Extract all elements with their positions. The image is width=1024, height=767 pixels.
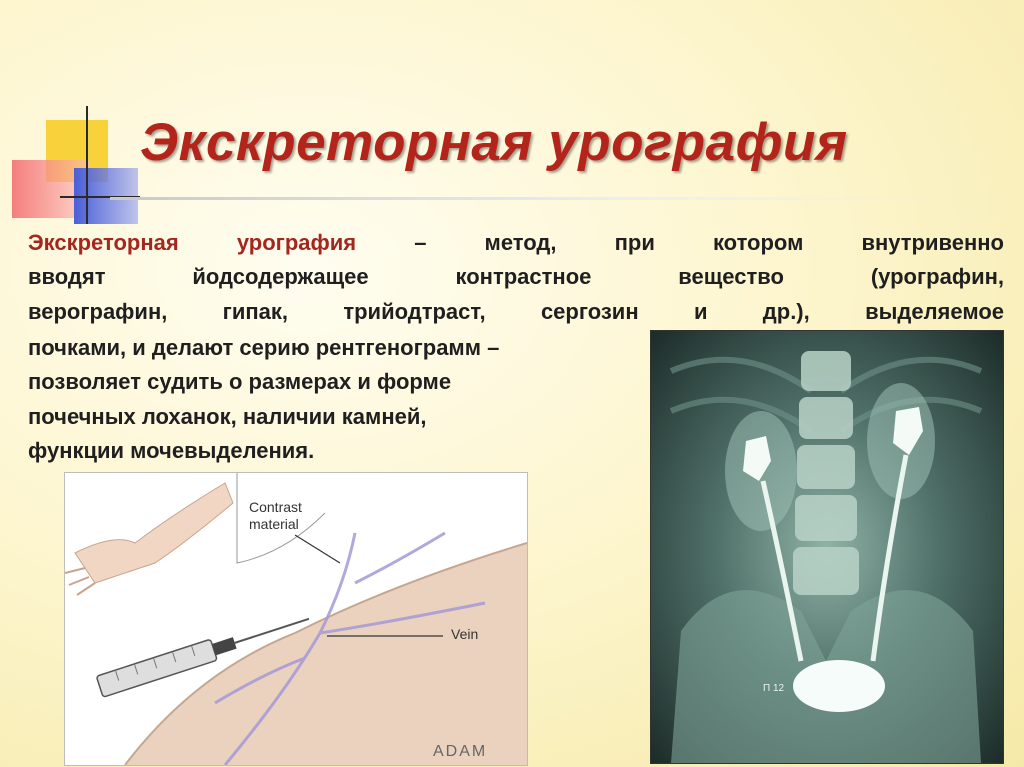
decor-vertical-line: [86, 106, 88, 224]
definition-line-1-text: – метод, при котором внутривенно: [356, 230, 1004, 255]
xray-drawing: [651, 331, 1003, 763]
definition-line-4: почками, и делают серию рентгенограмм –: [28, 335, 500, 360]
label-contrast-material: Contrast material: [249, 499, 302, 532]
definition-line-3: верографин, гипак, трийодтраст, сергозин и др.), выделяемое: [28, 299, 1004, 324]
urogram-xray-image: [650, 330, 1004, 764]
definition-term: Экскреторная урография: [28, 230, 357, 255]
definition-line-2: вводят йодсодержащее контрастное вещество (урографин,: [28, 264, 1004, 289]
injection-illustration: [64, 472, 528, 766]
definition-line-5: позволяет судить о размерах и форме: [28, 369, 452, 394]
adam-watermark: ADAM: [433, 743, 488, 760]
definition-line-1: [28, 225, 1004, 261]
definition-line-7: функции мочевыделения.: [28, 438, 315, 463]
definition-line-6: почечных лоханок, наличии камней,: [28, 404, 427, 429]
label-vein: Vein: [451, 626, 479, 642]
slide-title: Экскреторная урография: [140, 113, 848, 172]
title-underline: [110, 197, 974, 200]
xray-marker: П 12: [763, 683, 785, 694]
